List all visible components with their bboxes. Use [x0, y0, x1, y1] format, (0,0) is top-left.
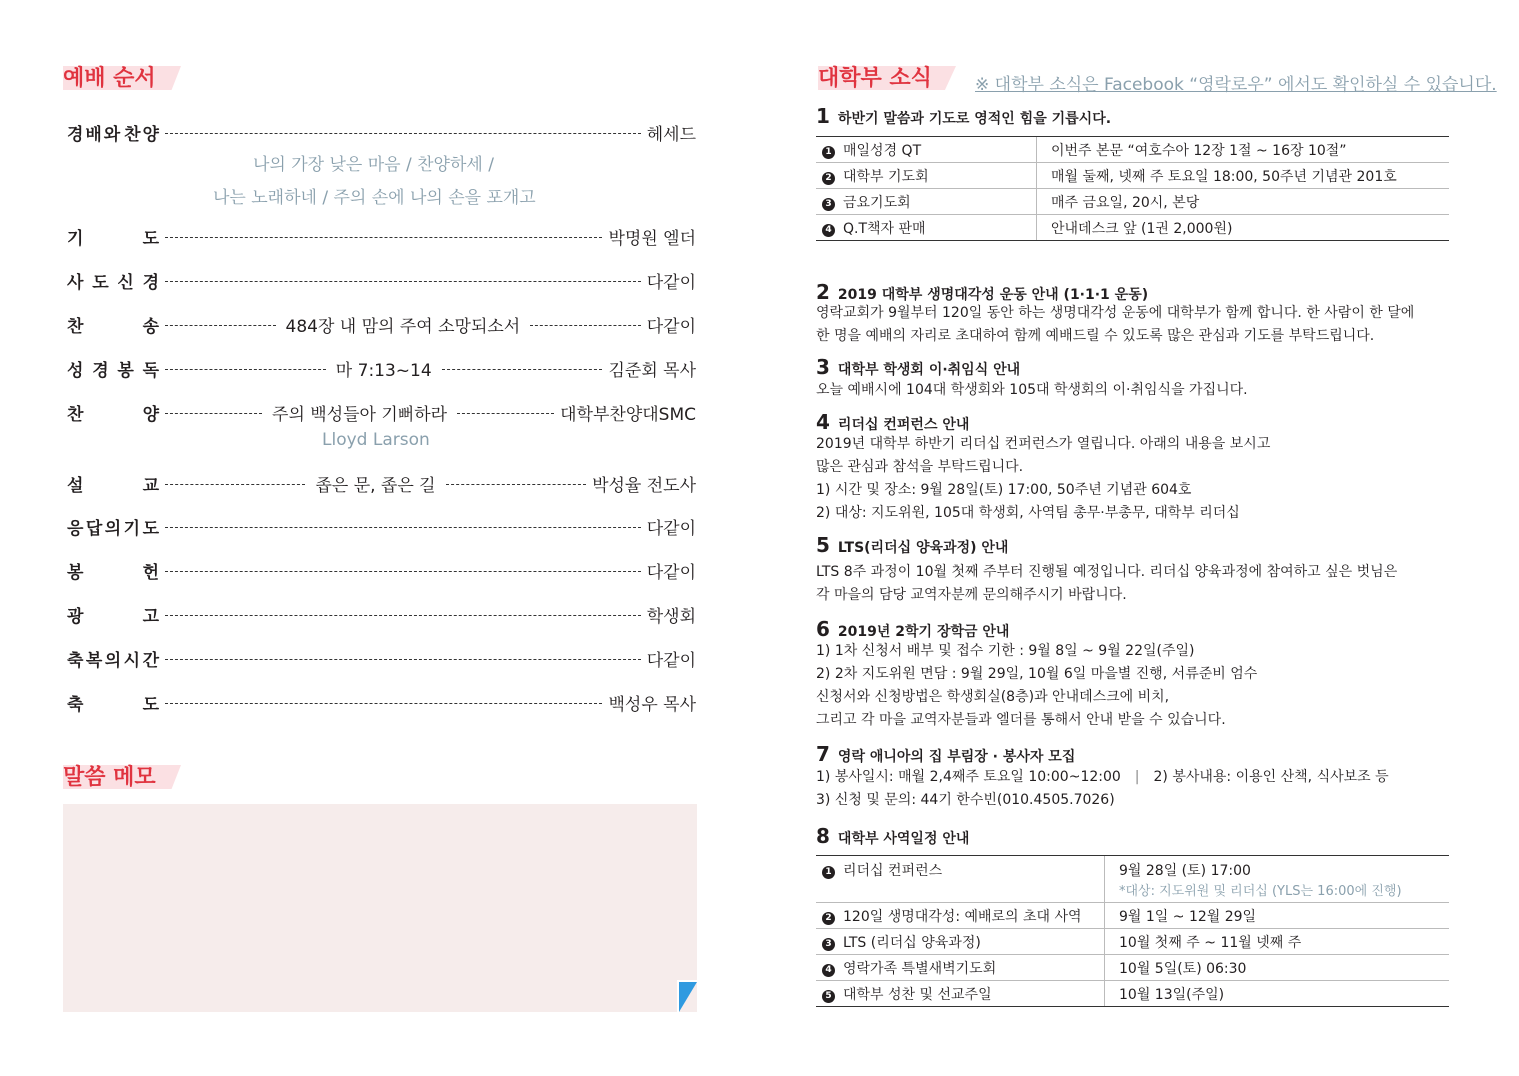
- section-5-heading: 5 LTS(리더십 양육과정) 안내: [816, 533, 1009, 557]
- order-label: [67, 224, 159, 249]
- leader-dots: [165, 237, 602, 238]
- table-value: 10월 13일(주일): [1119, 986, 1225, 1003]
- table-key: 120일 생명대각성: 예배로의 초대 사역: [843, 908, 1082, 925]
- leader-dots: [165, 484, 305, 485]
- table-key: 금요기도회: [843, 194, 911, 211]
- circled-number-icon: 2: [822, 172, 835, 185]
- order-row: [67, 356, 696, 380]
- table-row: [816, 163, 1449, 189]
- circled-number-icon: 3: [822, 198, 835, 211]
- order-content: 좁은 문, 좁은 길: [315, 475, 436, 496]
- table-key-cell: [816, 856, 1105, 903]
- section-8-table: [816, 855, 1449, 1007]
- section-6-heading: 6 2019년 2학기 장학금 안내: [816, 617, 1010, 641]
- leader-dots: [457, 413, 554, 414]
- table-row: [816, 981, 1449, 1007]
- circled-number-icon: 4: [822, 224, 835, 237]
- order-label-char: 찬: [67, 404, 84, 425]
- table-row: [816, 189, 1449, 215]
- section-2-body: 영락교회가 9월부터 120일 동안 하는 생명대각성 운동에 대학부가 함께 합니다. 한 사람이 한 달에 한 명을 예배의 자리로 초대하여 함께 예배드릴 수 있도록 많은 관심과 기도를 부탁드립니다.: [816, 305, 1415, 344]
- leader-dots: [165, 281, 641, 282]
- table-key: 대학부 성찬 및 선교주일: [843, 986, 992, 1003]
- order-label: [67, 602, 159, 627]
- order-label: [67, 268, 159, 293]
- table-value: 9월 28일 (토) 17:00: [1119, 863, 1251, 879]
- order-person: 백성우 목사: [608, 694, 696, 715]
- leader-dots: [165, 369, 326, 370]
- order-label: [67, 471, 159, 496]
- leader-dots: [165, 325, 276, 326]
- memo-box[interactable]: [63, 804, 697, 1012]
- order-row: [67, 690, 696, 714]
- section-7-heading: 7 영락 애니아의 집 부림장 · 봉사자 모집: [816, 742, 1076, 766]
- table-value: 9월 1일 ~ 12월 29일: [1119, 908, 1257, 925]
- order-label-char: 경: [92, 360, 109, 381]
- order-label-char: 의: [104, 518, 122, 539]
- table-value-cell: [1105, 981, 1450, 1007]
- order-row: [67, 471, 696, 495]
- order-row: [67, 602, 696, 626]
- praise-songs-line2: 나는 노래하네 / 주의 손에 나의 손을 포개고: [213, 188, 536, 208]
- table-value-cell: [1105, 856, 1450, 903]
- table-row: [816, 215, 1449, 241]
- order-row: [67, 120, 696, 144]
- table-key: Q.T책자 판매: [843, 220, 926, 237]
- table-value: 매주 금요일, 20시, 본당: [1051, 194, 1200, 211]
- order-person: 헤세드: [646, 124, 696, 145]
- table-value-note: *대상: 지도위원 및 리더십 (YLS는 16:00에 진행): [1119, 884, 1402, 899]
- order-label: [67, 120, 159, 145]
- order-label-char: 송: [142, 316, 159, 337]
- order-row: [67, 224, 696, 248]
- order-label-char: 시: [123, 650, 141, 671]
- order-row: [67, 558, 696, 582]
- order-label-char: 기: [123, 518, 141, 539]
- table-key-cell: [816, 903, 1105, 929]
- table-row: [816, 929, 1449, 955]
- order-person: 다같이: [646, 562, 696, 583]
- leader-dots: [530, 325, 641, 326]
- order-label-char: 설: [67, 475, 84, 496]
- circled-number-icon: 1: [822, 866, 835, 879]
- order-person: 다같이: [646, 650, 696, 671]
- order-person: 다같이: [646, 272, 696, 293]
- order-label-char: 찬: [67, 316, 84, 337]
- order-label: [67, 690, 159, 715]
- order-label: [67, 400, 159, 425]
- table-value-cell: [1105, 903, 1450, 929]
- order-content: 주의 백성들아 기뻐하라: [272, 404, 448, 425]
- section-8-heading: 8 대학부 사역일정 안내: [816, 824, 970, 848]
- order-person: 대학부찬양대SMC: [560, 404, 696, 425]
- order-label-char: 헌: [142, 562, 159, 583]
- table-key-cell: [816, 929, 1105, 955]
- order-row: [67, 268, 696, 292]
- order-label-char: 응: [67, 518, 84, 539]
- order-row: [67, 312, 696, 336]
- table-value: 이번주 본문 “여호수아 12장 1절 ~ 16장 10절”: [1051, 142, 1347, 159]
- order-label-char: 봉: [117, 360, 134, 381]
- order-label-char: 복: [85, 650, 103, 671]
- order-label-char: 봉: [67, 562, 84, 583]
- table-value: 10월 첫째 주 ~ 11월 넷째 주: [1119, 934, 1302, 951]
- leader-dots: [165, 659, 641, 660]
- order-row: [67, 514, 696, 538]
- order-label-char: 배: [85, 124, 102, 145]
- section-5-body: LTS 8주 과정이 10월 첫째 주부터 진행될 예정입니다. 리더십 양육과정에 참여하고 싶은 벗님은 각 마을의 담당 교역자분께 문의해주시기 바랍니다.: [816, 564, 1398, 603]
- table-value-cell: [1105, 955, 1450, 981]
- circled-number-icon: 4: [822, 964, 835, 977]
- table-row: [816, 955, 1449, 981]
- order-label-char: 신: [117, 272, 134, 293]
- table-key-cell: [816, 163, 1037, 189]
- leader-dots: [165, 133, 641, 134]
- order-row: [67, 646, 696, 670]
- leader-dots: [165, 527, 641, 528]
- order-label-char: 도: [142, 694, 159, 715]
- order-label-char: 축: [67, 650, 84, 671]
- leader-dots: [442, 369, 603, 370]
- order-label: [67, 514, 159, 539]
- table-key: 영락가족 특별새벽기도회: [843, 960, 997, 977]
- circled-number-icon: 1: [822, 146, 835, 159]
- table-row: [816, 856, 1449, 903]
- table-key: LTS (리더십 양육과정): [843, 934, 981, 951]
- table-value: 10월 5일(토) 06:30: [1119, 960, 1247, 977]
- praise-songs-line1: 나의 가장 낮은 마음 / 찬양하세 /: [253, 155, 494, 175]
- composer: Lloyd Larson: [322, 430, 430, 450]
- section-3-heading: 3 대학부 학생회 이·취임식 안내: [816, 355, 1021, 379]
- order-label-char: 도: [92, 272, 109, 293]
- section-6-body: 1) 1차 신청서 배부 및 접수 기한 : 9월 8일 ~ 9월 22일(주일) 2) 2차 지도위원 면담 : 9월 29일, 10월 6일 마을별 진행, 서류준비 엄수 신청서와 신청방법은 학생회실(8층)과 안내데스크에 비치, 그리고 각 마을 교역자분들과 엘더를 통해서 안내 받을 수 있습니다.: [816, 643, 1258, 728]
- order-label-char: 광: [67, 606, 84, 627]
- table-row: [816, 137, 1449, 163]
- circled-number-icon: 5: [822, 990, 835, 1003]
- table-value: 매월 둘째, 넷째 주 토요일 18:00, 50주년 기념관 201호: [1051, 168, 1397, 185]
- facebook-note: ※ 대학부 소식은 Facebook “영락로우” 에서도 확인하실 수 있습니다.: [975, 75, 1497, 95]
- leader-dots: [165, 703, 602, 704]
- leader-dots: [165, 615, 641, 616]
- table-value-cell: [1037, 215, 1450, 241]
- table-value-cell: [1037, 137, 1450, 163]
- order-label-char: 기: [67, 228, 84, 249]
- order-row: [67, 400, 696, 424]
- table-key: 대학부 기도회: [843, 168, 929, 185]
- order-label-char: 축: [67, 694, 84, 715]
- table-key-cell: [816, 189, 1037, 215]
- circled-number-icon: 3: [822, 938, 835, 951]
- order-label-char: 경: [67, 124, 84, 145]
- section-2-heading: 2 2019 대학부 생명대각성 운동 안내 (1·1·1 운동): [816, 280, 1149, 304]
- table-key: 매일성경 QT: [843, 142, 922, 159]
- table-key: 리더십 컨퍼런스: [843, 863, 943, 879]
- order-label: [67, 312, 159, 337]
- order-person: 다같이: [646, 316, 696, 337]
- order-label-char: 도: [142, 518, 159, 539]
- order-person: 박명원 엘더: [608, 228, 696, 249]
- order-label-char: 의: [104, 650, 122, 671]
- order-label-char: 도: [142, 228, 159, 249]
- order-label-char: 성: [67, 360, 84, 381]
- section-1-table: [816, 136, 1449, 241]
- order-label-char: 고: [142, 606, 159, 627]
- order-label-char: 사: [67, 272, 84, 293]
- table-row: [816, 903, 1449, 929]
- order-content: 마 7:13~14: [335, 360, 432, 381]
- order-label-char: 와: [103, 124, 121, 145]
- order-label: [67, 646, 159, 671]
- table-key-cell: [816, 981, 1105, 1007]
- order-label-char: 간: [142, 650, 159, 671]
- section-4-body: 2019년 대학부 하반기 리더십 컨퍼런스가 열립니다. 아래의 내용을 보시고 많은 관심과 참석을 부탁드립니다. 1) 시간 및 장소: 9월 28일(토) 17:00, 50주년 기념관 604호 2) 대상: 지도위원, 105대 학생회, 사역팀 총무·부총무, 대학부 리더십: [816, 436, 1271, 521]
- order-label: [67, 558, 159, 583]
- order-label-char: 답: [85, 518, 103, 539]
- section-7-body: 1) 봉사일시: 매월 2,4째주 토요일 10:00~12:00 | 2) 봉사내용: 이용인 산책, 식사보조 등 3) 신청 및 문의: 44기 한수빈(010.4505.7026): [816, 769, 1389, 808]
- order-label-char: 양: [142, 404, 159, 425]
- order-label-char: 경: [142, 272, 159, 293]
- table-key-cell: [816, 215, 1037, 241]
- order-label-char: 찬: [124, 124, 141, 145]
- circled-number-icon: 2: [822, 912, 835, 925]
- leader-dots: [446, 484, 586, 485]
- table-value-cell: [1037, 163, 1450, 189]
- order-person: 다같이: [646, 518, 696, 539]
- order-content: 484장 내 맘의 주여 소망되소서: [285, 316, 521, 337]
- order-label-char: 양: [142, 124, 159, 145]
- section-1-heading: 1 하반기 말씀과 기도로 영적인 힘을 기릅시다.: [816, 104, 1112, 128]
- table-key-cell: [816, 955, 1105, 981]
- section-3-body: 오늘 예배시에 104대 학생회와 105대 학생회의 이·취임식을 가집니다.: [816, 382, 1248, 398]
- order-person: 학생회: [646, 606, 696, 627]
- order-label-char: 교: [142, 475, 159, 496]
- memo-corner-fold: [677, 980, 697, 1012]
- section-4-heading: 4 리더십 컨퍼런스 안내: [816, 410, 970, 434]
- table-value-cell: [1037, 189, 1450, 215]
- leader-dots: [165, 413, 262, 414]
- table-value: 안내데스크 앞 (1권 2,000원): [1051, 220, 1233, 237]
- order-label-char: 독: [142, 360, 159, 381]
- leader-dots: [165, 571, 641, 572]
- table-value-cell: [1105, 929, 1450, 955]
- order-label: [67, 356, 159, 381]
- order-person: 김준회 목사: [608, 360, 696, 381]
- table-key-cell: [816, 137, 1037, 163]
- order-person: 박성율 전도사: [592, 475, 696, 496]
